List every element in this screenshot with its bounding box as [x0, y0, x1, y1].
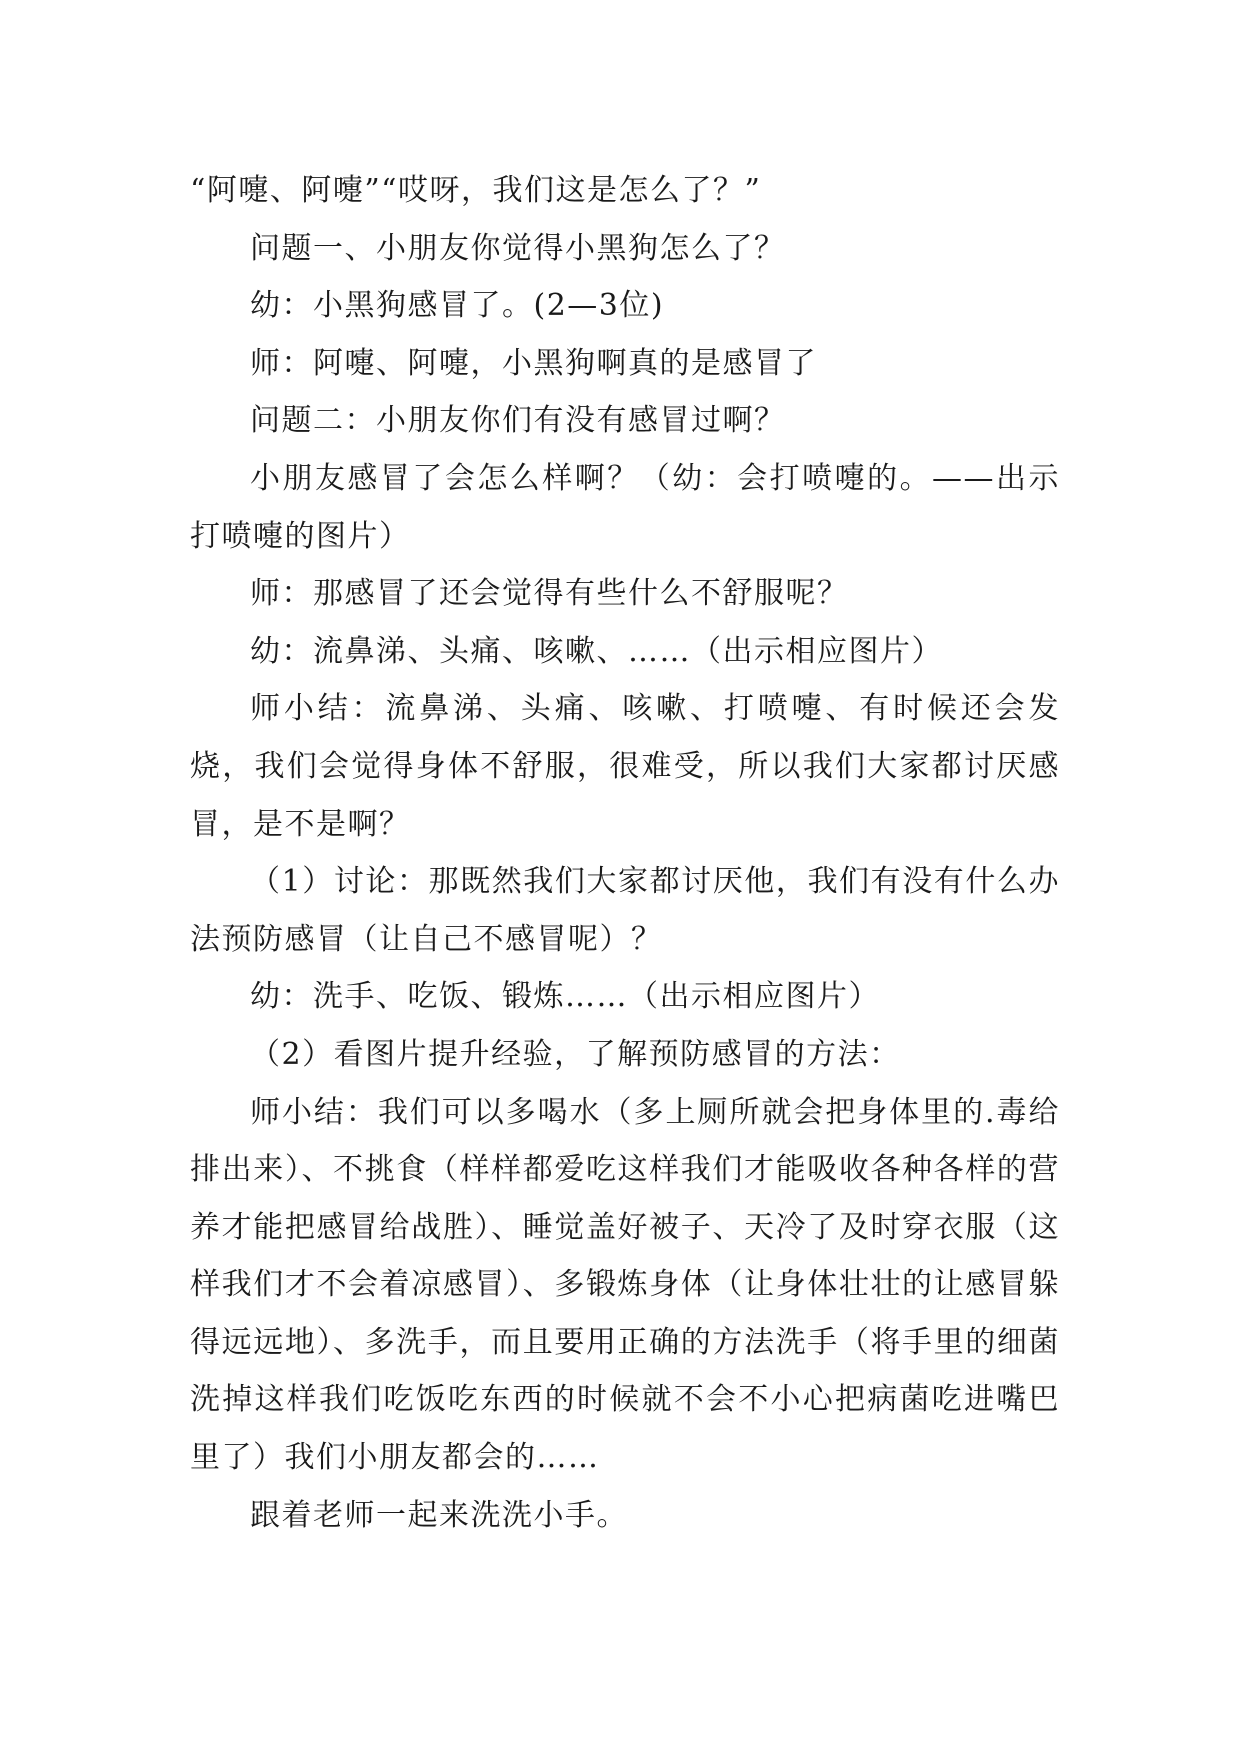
document-body	[190, 162, 1060, 1544]
paragraph-teacher-confirm: 师：阿嚏、阿嚏，小黑狗啊真的是感冒了	[250, 345, 817, 381]
paragraph-discussion-prevention: （1）讨论：那既然我们大家都讨厌他，我们有没有什么办法预防感冒（让自己不感冒呢）？	[190, 864, 1060, 957]
paragraph-teacher-discomfort-question: 师：那感冒了还会觉得有些什么不舒服呢？	[250, 576, 849, 612]
paragraph-wash-hands: 跟着老师一起来洗洗小手。	[250, 1497, 628, 1533]
paragraph-question-two: 问题二：小朋友你们有没有感冒过啊？	[250, 403, 786, 439]
paragraph-teacher-summary-1: 师小结：流鼻涕、头痛、咳嗽、打喷嚏、有时候还会发烧，我们会觉得身体不舒服，很难受，所以我们大家都讨厌感冒，是不是啊？	[190, 691, 1060, 842]
paragraph-teacher-summary-2: 师小结：我们可以多喝水（多上厕所就会把身体里的.毒给排出来）、不挑食（样样都爱吃这样我们才能吸收各种各样的营养才能把感冒给战胜）、睡觉盖好被子、天冷了及时穿衣服（这样我们才不会着凉感冒）、多锻炼身体（让身体壮壮的让感冒躲得远远地）、多洗手，而且要用正确的方法洗手（将手里的细菌洗掉这样我们吃饭吃东西的时候就不会不小心把病菌吃进嘴巴里了）我们小朋友都会的……	[190, 1094, 1060, 1476]
paragraph-sneeze-exclamation: “阿嚏、阿嚏”“哎呀，我们这是怎么了？”	[190, 173, 762, 208]
paragraph-picture-experience: （2）看图片提升经验，了解预防感冒的方法：	[250, 1036, 901, 1072]
paragraph-child-answer-cold: 幼：小黑狗感冒了。(2—3位)	[250, 288, 665, 324]
paragraph-child-symptoms: 幼：流鼻涕、头痛、咳嗽、……（出示相应图片）	[250, 633, 943, 669]
paragraph-child-prevention-answer: 幼：洗手、吃饭、锻炼……（出示相应图片）	[250, 979, 880, 1015]
paragraph-question-one: 问题一、小朋友你觉得小黑狗怎么了？	[250, 230, 786, 266]
paragraph-cold-symptom-question: 小朋友感冒了会怎么样啊？（幼：会打喷嚏的。——出示打喷嚏的图片）	[190, 460, 1060, 554]
